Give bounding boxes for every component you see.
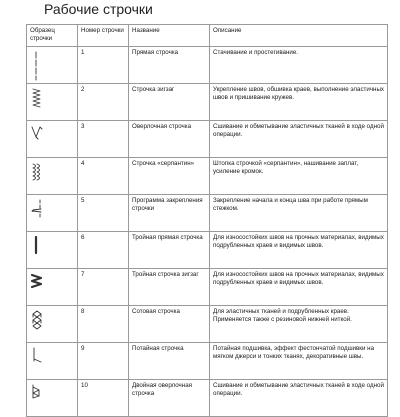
row-name: Строчка зигзаг bbox=[129, 84, 210, 121]
row-name: Двойная оверлочная строчка bbox=[129, 380, 210, 417]
row-number: 5 bbox=[78, 195, 129, 232]
row-number: 8 bbox=[78, 306, 129, 343]
row-name: Тройная строчка зигзаг bbox=[129, 269, 210, 306]
header-name: Название bbox=[129, 25, 210, 47]
row-name: Программа закрепления строчки bbox=[129, 195, 210, 232]
table-row bbox=[27, 158, 388, 195]
header-description: Описание bbox=[210, 25, 388, 47]
row-name: Строчка «серпантин» bbox=[129, 158, 210, 195]
row-number: 9 bbox=[78, 343, 129, 380]
row-description: Стачивание и простегивание. bbox=[210, 47, 388, 84]
stitch-table bbox=[26, 24, 388, 417]
row-description: Сшивание и обметывание эластичных тканей в ходе одной операции. bbox=[210, 380, 388, 417]
row-name: Сотовая строчка bbox=[129, 306, 210, 343]
triple-straight-stitch-icon bbox=[30, 234, 44, 266]
row-name: Прямая строчка bbox=[129, 47, 210, 84]
row-description: Для эластичных тканей и подрубленных краев. Применяется также с резиновой нижней ниткой. bbox=[210, 306, 388, 343]
row-name: Тройная прямая строчка bbox=[129, 232, 210, 269]
row-number: 2 bbox=[78, 84, 129, 121]
row-number: 3 bbox=[78, 121, 129, 158]
table-row bbox=[27, 269, 388, 306]
serpentine-stitch-icon bbox=[30, 160, 44, 192]
row-name: Оверлочная строчка bbox=[129, 121, 210, 158]
honeycomb-stitch-icon bbox=[30, 308, 44, 340]
header-sample: Образец строчки bbox=[27, 25, 78, 47]
table-row bbox=[27, 47, 388, 84]
row-number: 6 bbox=[78, 232, 129, 269]
zigzag-stitch-icon bbox=[30, 86, 44, 118]
row-number: 10 bbox=[78, 380, 129, 417]
page-title: Рабочие строчки bbox=[44, 1, 153, 17]
header-number: Номер строчки bbox=[78, 25, 129, 47]
row-description: Штопка строчкой «серпантин», нашивание заплат, усиление кромок. bbox=[210, 158, 388, 195]
table-header-row bbox=[27, 25, 388, 47]
straight-stitch-icon bbox=[30, 49, 44, 81]
row-number: 4 bbox=[78, 158, 129, 195]
row-description: Для износостойких швов на прочных материалах, видимых подрубленных краев и видимых швов. bbox=[210, 232, 388, 269]
table-row bbox=[27, 232, 388, 269]
row-number: 1 bbox=[78, 47, 129, 84]
table-row bbox=[27, 306, 388, 343]
table-row bbox=[27, 84, 388, 121]
triple-zigzag-stitch-icon bbox=[30, 271, 44, 303]
row-description: Потайная подшивка, эффект фестончатой подшивки на мягком джерси и тонких тканях, декоративные швы. bbox=[210, 343, 388, 380]
table-row bbox=[27, 380, 388, 417]
row-description: Сшивание и обметывание эластичных тканей в ходе одной операции. bbox=[210, 121, 388, 158]
table-row bbox=[27, 195, 388, 232]
lock-stitch-icon bbox=[30, 197, 44, 229]
table-row bbox=[27, 121, 388, 158]
blind-stitch-icon bbox=[30, 345, 44, 377]
row-description: Закрепление начала и конца шва при работе прямым стежком. bbox=[210, 195, 388, 232]
double-overlock-stitch-icon bbox=[30, 382, 44, 414]
table-row bbox=[27, 343, 388, 380]
row-description: Укрепление швов, обшивка краев, выполнение эластичных швов и пришивание кружев. bbox=[210, 84, 388, 121]
row-number: 7 bbox=[78, 269, 129, 306]
row-description: Для износостойких швов на прочных материалах, видимых подрубленных краев и видимых швов. bbox=[210, 269, 388, 306]
row-name: Потайная строчка bbox=[129, 343, 210, 380]
overlock-stitch-icon bbox=[30, 123, 44, 155]
